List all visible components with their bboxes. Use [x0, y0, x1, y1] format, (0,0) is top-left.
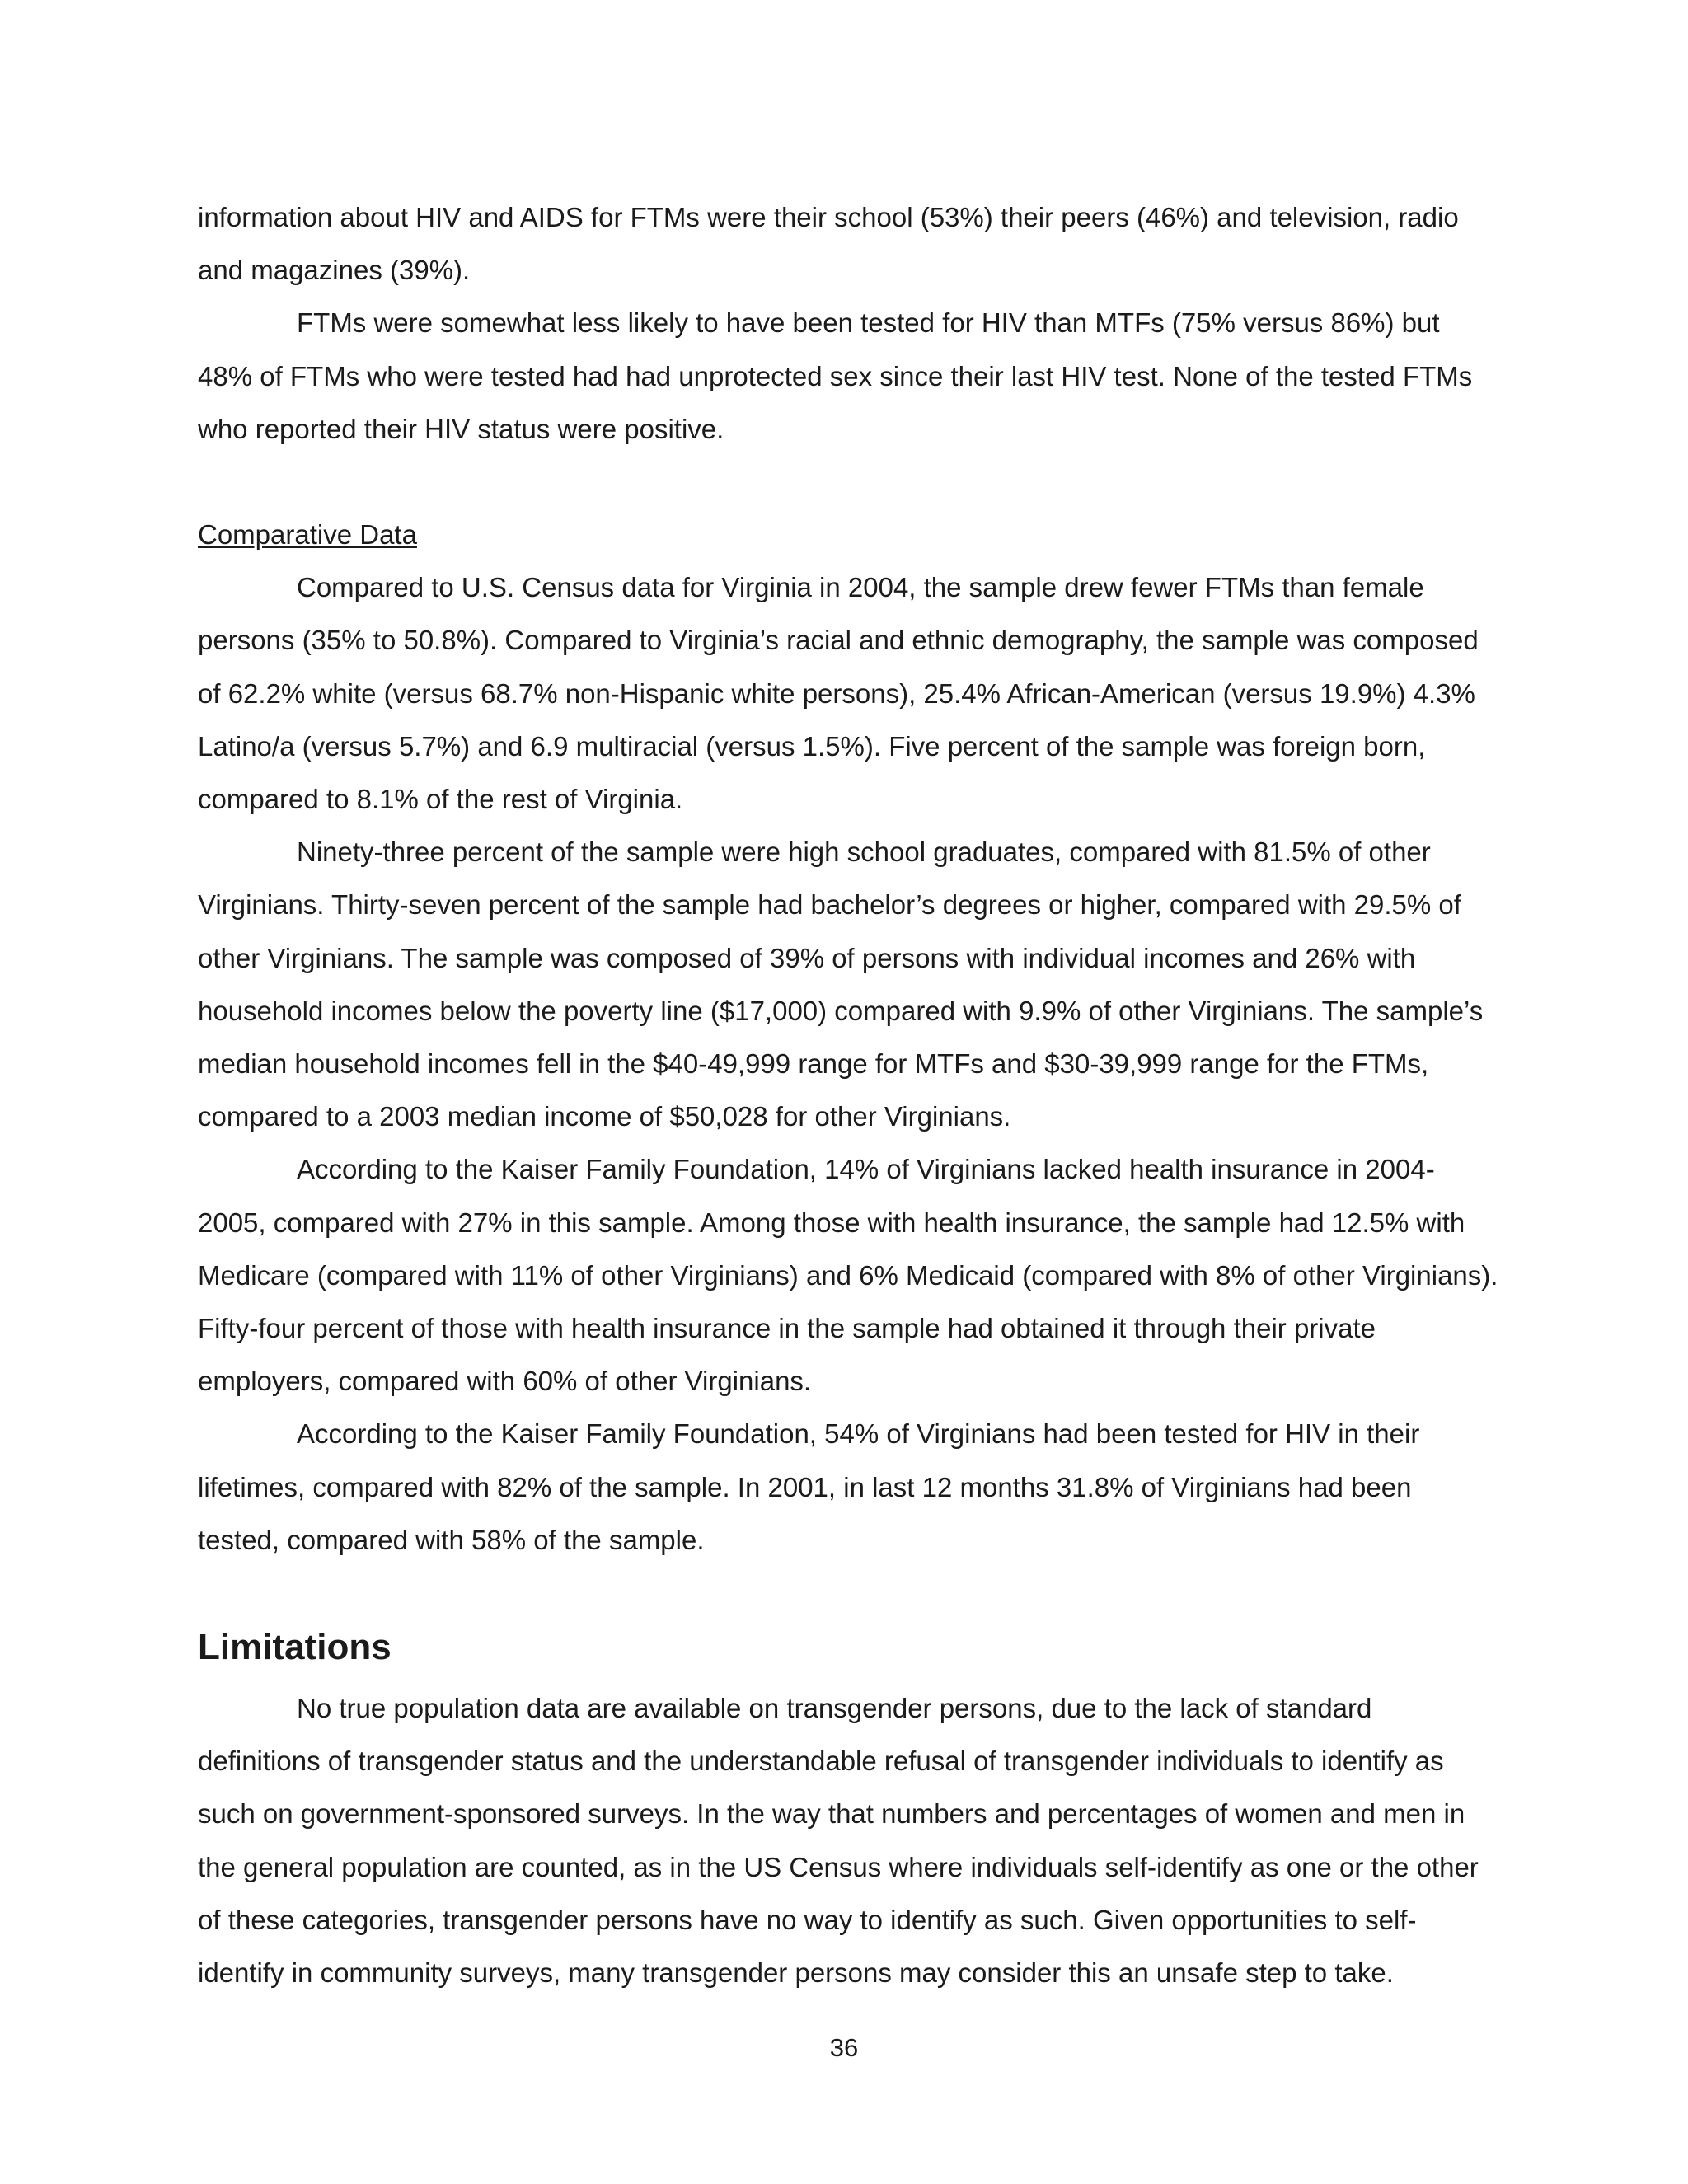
paragraph-hiv-testing-comparison: According to the Kaiser Family Foundation, 54% of Virginians had been tested for HIV in their lifetimes, compared with 82% of the sample. In 2001, in last 12 months 31.8% of Virginians had been tested, compared with 58% of the sample. — [198, 1418, 1420, 1555]
paragraph-census-comparison: Compared to U.S. Census data for Virginia in 2004, the sample drew fewer FTMs than female persons (35% to 50.8%). Compared to Virginia’s racial and ethnic demography, the sample was composed of 62.2% white (versus 68.7% non-Hispanic white persons), 25.4% African-American (versus 19.9%) 4.3% Latino/a (versus 5.7%) and 6.9 multiracial (versus 1.5%). Five percent of the sample was foreign born, compared to 8.1% of the rest of Virginia. — [198, 572, 1479, 815]
section-heading-comparative-data: Comparative Data — [198, 519, 417, 551]
paragraph-hiv-info-sources: information about HIV and AIDS for FTMs were their school (53%) their peers (46%) and television, radio and magazines (39%). — [198, 202, 1459, 286]
page-number: 36 — [829, 2033, 859, 2062]
paragraph-education-income: Ninety-three percent of the sample were high school graduates, compared with 81.5% of other Virginians. Thirty-seven percent of the sample had bachelor’s degrees or higher, compared with 29.5% of other Virginians. The sample was composed of 39% of persons with individual incomes and 26% with household incomes below the poverty line ($17,000) compared with 9.9% of other Virginians. The sample’s median household incomes fell in the $40-49,999 range for MTFs and $30-39,999 range for the FTMs, compared to a 2003 median income of $50,028 for other Virginians. — [198, 837, 1484, 1132]
document-page — [198, 191, 1500, 1999]
paragraph-health-insurance: According to the Kaiser Family Foundation, 14% of Virginians lacked health insurance in 2004-2005, compared with 27% in this sample. Among those with health insurance, the sample had 12.5% with Medicare (compared with 11% of other Virginians) and 6% Medicaid (compared with 8% of other Virginians). Fifty-four percent of those with health insurance in the sample had obtained it through their private employers, compared with 60% of other Virginians. — [198, 1154, 1498, 1397]
paragraph-limitations: No true population data are available on transgender persons, due to the lack of standard definitions of transgender status and the understandable refusal of transgender individuals to identify as such on government-sponsored surveys. In the way that numbers and percentages of women and men in the general population are counted, as in the US Census where individuals self-identify as one or the other of these categories, transgender persons have no way to identify as such. Given opportunities to self-identify in community surveys, many transgender persons may consider this an unsafe step to take. — [198, 1693, 1479, 1989]
section-heading-limitations: Limitations — [198, 1627, 392, 1668]
paragraph-hiv-testing: FTMs were somewhat less likely to have been tested for HIV than MTFs (75% versus 86%) but 48% of FTMs who were tested had had unprotected sex since their last HIV test. None of the tested FTMs who reported their HIV status were positive. — [198, 307, 1473, 444]
